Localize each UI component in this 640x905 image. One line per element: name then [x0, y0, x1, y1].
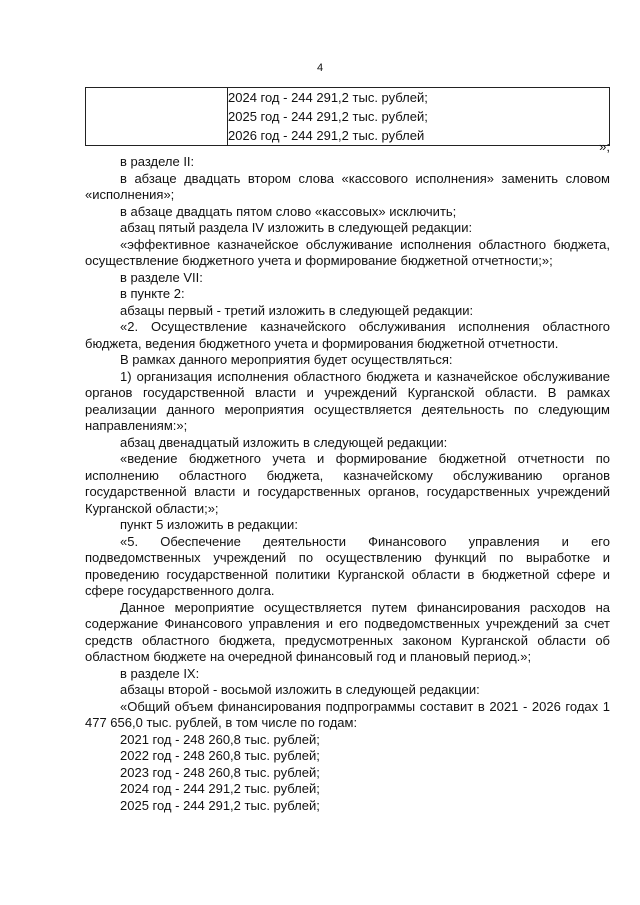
- paragraph: «Общий объем финансирования подпрограммы составит в 2021 - 2026 годах 1 477 656,0 тыс. рублей, в том числе по годам:: [85, 698, 610, 730]
- paragraph: абзац пятый раздела IV изложить в следующей редакции:: [120, 220, 473, 235]
- paragraph: в разделе IX:: [120, 665, 200, 681]
- paragraph: пункт 5 изложить в редакции:: [120, 517, 298, 532]
- year-line: 2022 год - 248 260,8 тыс. рублей;: [120, 748, 320, 763]
- table-value-line: 2024 год - 244 291,2 тыс. рублей;: [228, 90, 428, 105]
- paragraph: «эффективное казначейское обслуживание исполнения областного бюджета, осуществление бюджетного учета и формирование бюджетной отчетности;»;: [85, 236, 610, 268]
- year-line: 2021 год - 248 260,8 тыс. рублей;: [120, 731, 320, 747]
- paragraph: «2. Осуществление казначейского обслуживания исполнения областного бюджета, ведения бюджетного учета и формирования бюджетной отчетности.: [85, 319, 610, 351]
- paragraph: в абзаце двадцать втором слова «кассового исполнения» заменить словом «исполнения»;: [85, 170, 610, 202]
- paragraph: Данное мероприятие осуществляется путем финансирования расходов на содержание Финансового управления и его подведомственных учреждений за счет средств областного бюджета, предусмотренных законом Курганской области об областном бюджете на очередной финансовый год и плановый период.»;: [85, 599, 610, 664]
- page-number: 4: [316, 62, 324, 74]
- table-values-cell: [228, 88, 610, 146]
- paragraph: В рамках данного мероприятия будет осуществляться:: [120, 352, 453, 367]
- table-value-line: 2026 год - 244 291,2 тыс. рублей: [228, 128, 425, 143]
- paragraph: в пункте 2:: [120, 286, 185, 301]
- document-body: [85, 140, 610, 814]
- paragraph: «ведение бюджетного учета и формирование бюджетной отчетности по исполнению областного бюджета, казначейскому обслуживанию органов государственной власти и государственных органов, государственных учреждений Курганской области;»;: [85, 451, 610, 516]
- paragraph: в разделе II:: [120, 154, 195, 169]
- year-line: 2024 год - 244 291,2 тыс. рублей;: [120, 781, 320, 796]
- paragraph: «5. Обеспечение деятельности Финансового управления и его подведомственных учреждений по осуществлению функций по выработке и проведению государственной политики Курганской области в бюджетной сфере и сфере государственного долга.: [85, 533, 610, 598]
- table-row: [86, 88, 610, 146]
- paragraph: в разделе VII:: [120, 269, 203, 285]
- table-closing-quote: »;: [599, 139, 610, 154]
- paragraph: абзацы второй - восьмой изложить в следующей редакции:: [120, 682, 480, 697]
- funding-table: [85, 87, 610, 146]
- paragraph: 1) организация исполнения областного бюджета и казначейское обслуживание органов государственной власти и учреждений Курганской области. В рамках реализации данного мероприятия осуществляется деятельность по следующим направлениям:»;: [85, 368, 610, 433]
- year-line: 2025 год - 244 291,2 тыс. рублей;: [120, 797, 320, 813]
- table-empty-cell: [86, 88, 228, 146]
- year-line: 2023 год - 248 260,8 тыс. рублей;: [120, 764, 320, 780]
- table-value-line: 2025 год - 244 291,2 тыс. рублей;: [228, 109, 428, 124]
- paragraph: абзац двенадцатый изложить в следующей редакции:: [120, 434, 448, 450]
- paragraph: в абзаце двадцать пятом слово «кассовых» исключить;: [120, 203, 457, 219]
- paragraph: абзацы первый - третий изложить в следующей редакции:: [120, 302, 474, 318]
